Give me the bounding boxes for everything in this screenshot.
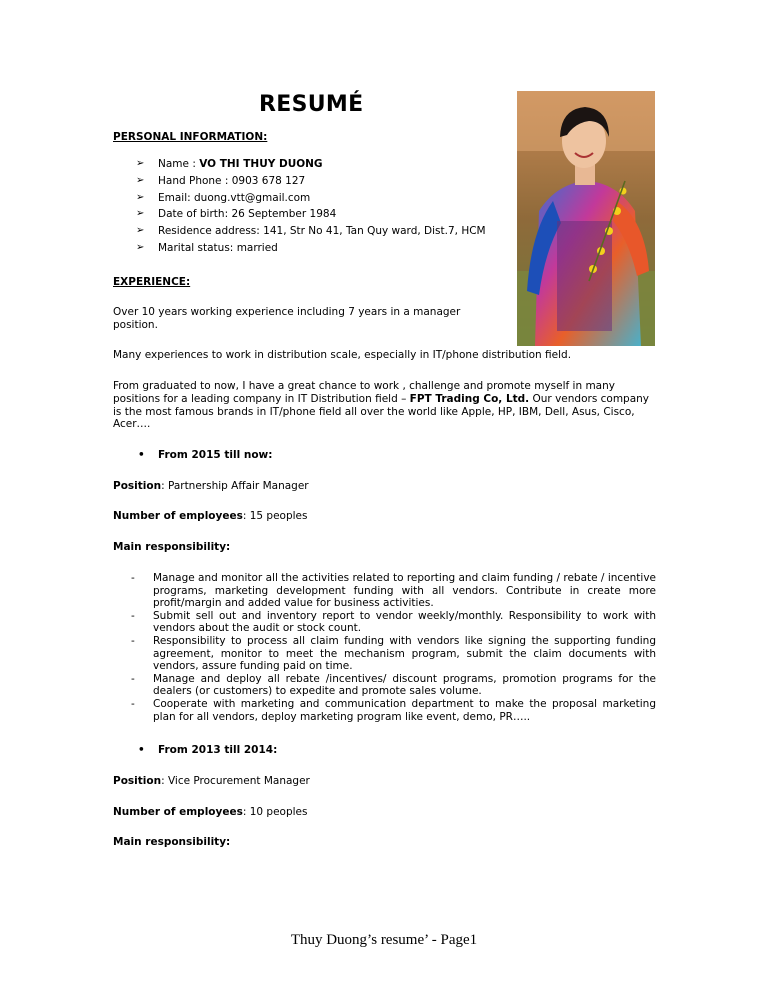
dob-value: 26 September 1984 xyxy=(231,208,337,221)
personal-info-heading: PERSONAL INFORMATION: xyxy=(113,131,268,143)
list-item xyxy=(136,190,486,207)
list-item xyxy=(136,156,486,173)
arrow-bullet-icon: ➢ xyxy=(136,208,145,220)
list-item xyxy=(136,240,486,257)
responsibility-text: Responsibility to process all claim funding with vendors like signing the supporting funding agreement, monitor to meet the mechanism program, submit the claim documents with vendors, assure funding paid on time. xyxy=(153,634,656,673)
email-label: Email: xyxy=(158,191,195,204)
list-item xyxy=(136,223,486,240)
responsibility-heading: Main responsibility: xyxy=(113,836,231,848)
dash-bullet-icon: - xyxy=(131,572,135,584)
position-value: : Partnership Affair Manager xyxy=(161,480,309,492)
experience-distribution: Many experiences to work in distribution scale, especially in IT/phone distribution field. xyxy=(113,349,572,361)
page-footer: Thuy Duong’s resume’ - Page1 xyxy=(290,932,478,948)
responsibility-list xyxy=(113,572,656,723)
job-period-label: From 2013 till 2014: xyxy=(158,744,278,756)
name-label: Name : xyxy=(158,158,200,170)
marital-value: married xyxy=(236,241,278,254)
arrow-bullet-icon: ➢ xyxy=(136,158,145,169)
list-item xyxy=(113,673,656,698)
company-name: FPT Trading Co, Ltd. xyxy=(409,392,530,405)
responsibility-text: Manage and deploy all rebate /incentives/ discount programs, promotion programs for the dealers (or customers) to expedite and promote sales volume. xyxy=(153,672,656,698)
position-label: Position xyxy=(113,480,162,492)
list-item xyxy=(113,572,656,610)
position-value: : Vice Procurement Manager xyxy=(161,775,310,787)
list-item xyxy=(113,635,656,673)
job-employees xyxy=(113,806,307,819)
experience-heading: EXPERIENCE: xyxy=(113,276,191,288)
responsibility-text: Cooperate with marketing and communication department to make the proposal marketing plan for all vendors, deploy marketing program like event, demo, PR….. xyxy=(153,697,656,723)
resume-title: RESUMÉ xyxy=(259,92,364,117)
profile-photo-illustration xyxy=(517,91,655,346)
job-period xyxy=(138,449,272,461)
name-value: VO THI THUY DUONG xyxy=(199,158,323,170)
address-label: Residence address: xyxy=(158,225,264,238)
dash-bullet-icon: - xyxy=(131,609,135,622)
personal-info-list xyxy=(136,156,486,257)
arrow-bullet-icon: ➢ xyxy=(136,241,145,253)
profile-photo xyxy=(517,91,655,346)
arrow-bullet-icon: ➢ xyxy=(136,174,145,186)
experience-background xyxy=(113,380,656,431)
background-text-b: Our vendors company is the most famous brands in IT/phone field all over the world like Apple, HP, IBM, Dell, Asus, Cisco, Acer…. xyxy=(113,392,650,431)
employees-value: : 15 peoples xyxy=(242,510,308,522)
job-position xyxy=(113,480,309,493)
phone-label: Hand Phone : xyxy=(158,174,232,187)
responsibility-text: Manage and monitor all the activities related to reporting and claim funding / rebate / incentive programs, marketing development funding with all vendors. Contribute in create more profit/margin and added value for business activities. xyxy=(153,572,656,610)
dash-bullet-icon: - xyxy=(131,672,135,685)
employees-value: : 10 peoples xyxy=(242,806,308,818)
dash-bullet-icon: - xyxy=(131,697,135,710)
marital-label: Marital status: xyxy=(158,241,237,254)
job-employees xyxy=(113,510,307,523)
job-period-label: From 2015 till now: xyxy=(158,449,273,461)
responsibility-heading: Main responsibility: xyxy=(113,541,231,553)
employees-label: Number of employees xyxy=(113,806,243,818)
dash-bullet-icon: - xyxy=(131,634,135,647)
experience-summary: Over 10 years working experience including 7 years in a manager position. xyxy=(113,306,461,331)
phone-value: 0903 678 127 xyxy=(231,174,306,187)
arrow-bullet-icon: ➢ xyxy=(136,191,145,203)
list-item xyxy=(136,173,486,190)
list-item xyxy=(136,206,486,223)
email-value: duong.vtt@gmail.com xyxy=(194,191,311,204)
address-value: 141, Str No 41, Tan Quy ward, Dist.7, HCM xyxy=(263,225,486,238)
dot-bullet-icon: • xyxy=(138,449,145,461)
employees-label: Number of employees xyxy=(113,510,243,522)
dob-label: Date of birth: xyxy=(158,208,232,221)
background-text-a: From graduated to now, I have a great chance to work , challenge and promote myself in many positions for a leading company in IT Distribution field – xyxy=(113,380,615,405)
list-item xyxy=(113,610,656,635)
responsibility-text: Submit sell out and inventory report to vendor weekly/monthly. Responsibility to work with vendors about the audit or stock count. xyxy=(153,609,656,635)
position-label: Position xyxy=(113,775,162,787)
dot-bullet-icon: • xyxy=(138,744,145,756)
job-position xyxy=(113,775,310,788)
arrow-bullet-icon: ➢ xyxy=(136,225,145,237)
job-period xyxy=(138,744,277,756)
list-item xyxy=(113,698,656,723)
